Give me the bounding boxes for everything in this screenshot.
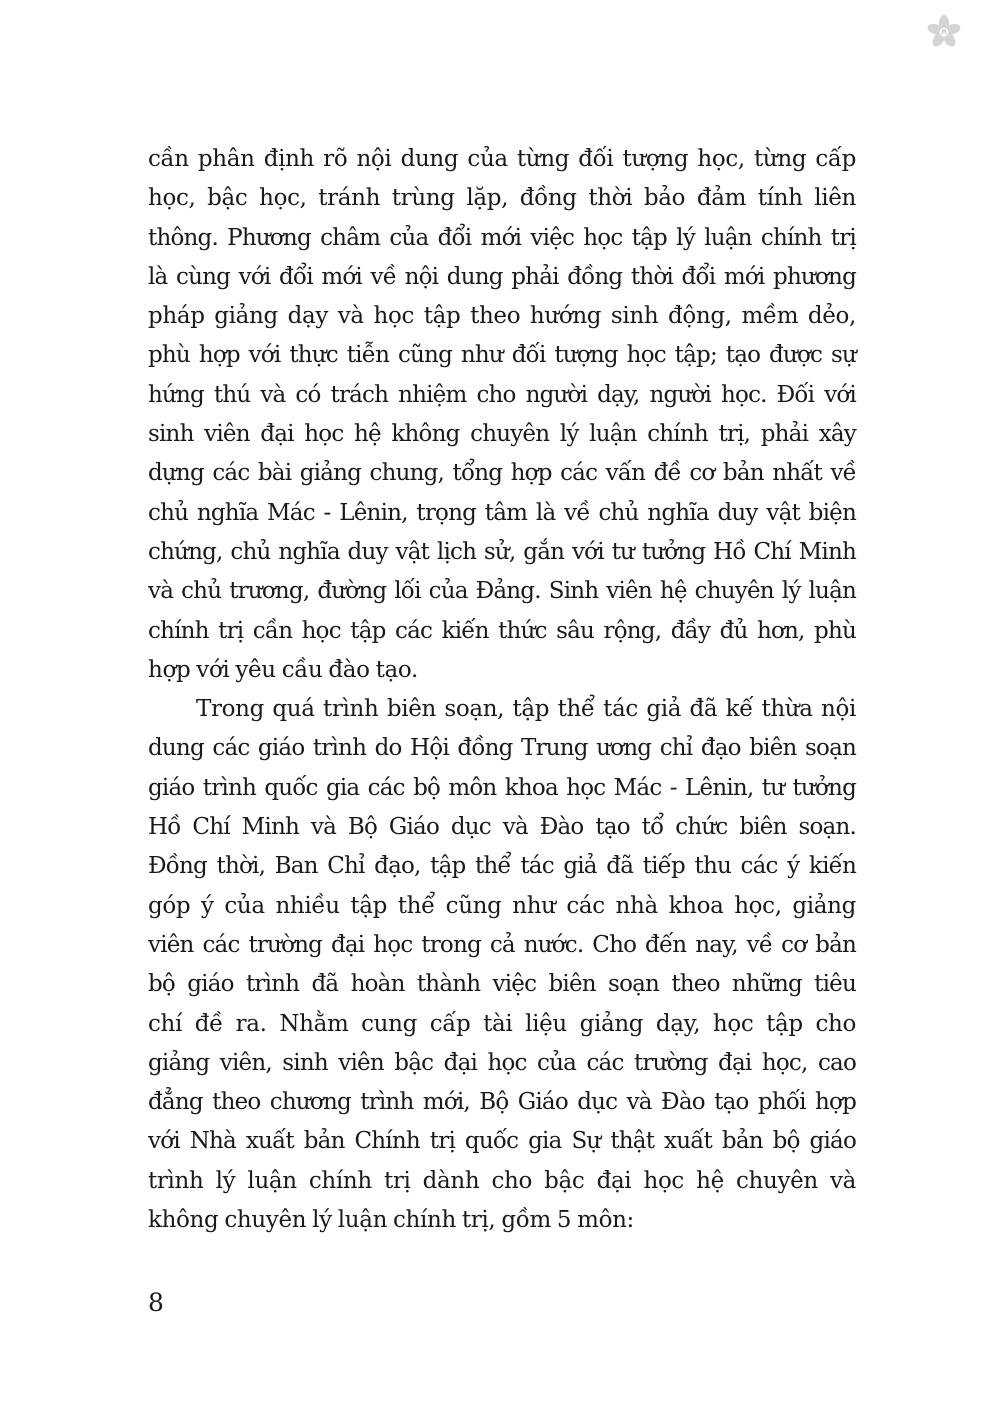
text-line: chủ nghĩa Mác - Lênin, trọng tâm là về chủ nghĩa duy vật biện [148,499,856,526]
text-line: không chuyên lý luận chính trị, gồm 5 môn: [148,1207,634,1234]
text-line: dung các giáo trình do Hội đồng Trung ương chỉ đạo biên soạn [148,735,856,762]
text-line: đẳng theo chương trình mới, Bộ Giáo dục và Đào tạo phối hợp [148,1089,856,1116]
text-line: pháp giảng dạy và học tập theo hướng sinh động, mềm dẻo, [148,303,856,330]
text-line: giảng viên, sinh viên bậc đại học của các trường đại học, cao [148,1049,856,1076]
paragraph-2 [148,690,856,1240]
text-line: hợp với yêu cầu đào tạo. [148,656,418,683]
text-line: sinh viên đại học hệ không chuyên lý luận chính trị, phải xây [148,421,856,448]
text-line: góp ý của nhiều tập thể cũng như các nhà khoa học, giảng [148,892,856,919]
text-line: bộ giáo trình đã hoàn thành việc biên soạn theo những tiêu [148,971,856,998]
text-line: Đồng thời, Ban Chỉ đạo, tập thể tác giả đã tiếp thu các ý kiến [148,853,856,880]
text-line: với Nhà xuất bản Chính trị quốc gia Sự thật xuất bản bộ giáo [148,1128,856,1155]
paragraph-1 [148,140,856,690]
text-line: thông. Phương châm của đổi mới việc học tập lý luận chính trị [148,224,856,251]
text-line: chứng, chủ nghĩa duy vật lịch sử, gắn với tư tưởng Hồ Chí Minh [148,538,856,565]
text-line: Trong quá trình biên soạn, tập thể tác giả đã kế thừa nội [196,696,856,723]
page-number: 8 [148,1288,164,1317]
text-line: chí đề ra. Nhằm cung cấp tài liệu giảng dạy, học tập cho [148,1010,856,1037]
text-line: giáo trình quốc gia các bộ môn khoa học Mác - Lênin, tư tưởng [148,774,856,801]
text-line: chính trị cần học tập các kiến thức sâu rộng, đầy đủ hơn, phù [148,617,856,644]
text-line: hứng thú và có trách nhiệm cho người dạy, người học. Đối với [148,381,856,408]
text-line: là cùng với đổi mới về nội dung phải đồng thời đổi mới phương [148,263,856,290]
text-line: học, bậc học, tránh trùng lặp, đồng thời bảo đảm tính liên [148,185,856,212]
flower-logo-icon [926,14,962,50]
text-line: cần phân định rõ nội dung của từng đối tượng học, từng cấp [148,146,856,172]
text-line: trình lý luận chính trị dành cho bậc đại học hệ chuyên và [148,1167,856,1194]
text-line: Hồ Chí Minh và Bộ Giáo dục và Đào tạo tổ chức biên soạn. [148,814,856,841]
body-text [148,140,856,1240]
text-line: phù hợp với thực tiễn cũng như đối tượng học tập; tạo được sự [148,342,856,369]
text-line: dựng các bài giảng chung, tổng hợp các vấn đề cơ bản nhất về [148,460,856,487]
text-line: viên các trường đại học trong cả nước. Cho đến nay, về cơ bản [148,931,856,958]
text-line: và chủ trương, đường lối của Đảng. Sinh viên hệ chuyên lý luận [148,578,856,605]
